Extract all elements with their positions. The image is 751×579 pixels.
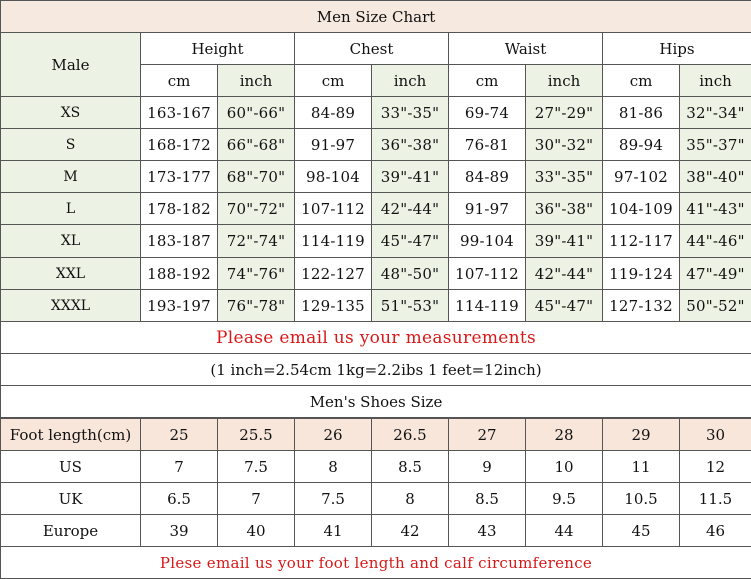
shoe-size-cell: 7 (218, 483, 295, 515)
inch-value-cell: 33"-35" (372, 97, 449, 129)
cm-value-cell: 69-74 (449, 97, 526, 129)
cm-value-cell: 91-97 (449, 193, 526, 225)
size-row (1, 258, 751, 290)
shoe-size-cell: 45 (603, 515, 680, 547)
foot-length-cell: 28 (526, 419, 603, 451)
cm-value-cell: 129-135 (295, 290, 372, 322)
inch-value-cell: 70"-72" (218, 193, 295, 225)
cm-value-cell: 89-94 (603, 129, 680, 161)
size-label: L (1, 193, 141, 225)
inch-value-cell: 74"-76" (218, 258, 295, 290)
cm-value-cell: 114-119 (295, 225, 372, 258)
hips-cm-subheader: cm (603, 65, 680, 97)
inch-value-cell: 47"-49" (680, 258, 751, 290)
cm-value-cell: 127-132 (603, 290, 680, 322)
cm-value-cell: 84-89 (449, 161, 526, 193)
shoe-size-cell: 8.5 (449, 483, 526, 515)
shoe-size-cell: 40 (218, 515, 295, 547)
inch-value-cell: 45"-47" (526, 290, 603, 322)
shoe-size-cell: 44 (526, 515, 603, 547)
inch-value-cell: 76"-78" (218, 290, 295, 322)
inch-value-cell: 38"-40" (680, 161, 751, 193)
shoe-size-cell: 8 (372, 483, 449, 515)
shoe-size-cell: 10 (526, 451, 603, 483)
inch-value-cell: 35"-37" (680, 129, 751, 161)
inch-value-cell: 33"-35" (526, 161, 603, 193)
male-corner-label: Male (1, 33, 141, 97)
size-label: XS (1, 97, 141, 129)
shoe-size-cell: 7 (141, 451, 218, 483)
foot-length-label: Foot length(cm) (1, 419, 141, 451)
foot-length-cell: 25.5 (218, 419, 295, 451)
size-chart-title: Men Size Chart (1, 1, 751, 33)
cm-value-cell: 99-104 (449, 225, 526, 258)
shoe-size-cell: 43 (449, 515, 526, 547)
shoe-system-label: US (1, 451, 141, 483)
size-label: XXL (1, 258, 141, 290)
waist-header: Waist (449, 33, 603, 65)
shoe-size-cell: 42 (372, 515, 449, 547)
inch-value-cell: 39"-41" (372, 161, 449, 193)
cm-value-cell: 97-102 (603, 161, 680, 193)
size-row (1, 97, 751, 129)
shoe-size-cell: 39 (141, 515, 218, 547)
shoe-size-cell: 46 (680, 515, 751, 547)
shoe-size-cell: 12 (680, 451, 751, 483)
shoe-size-cell: 11.5 (680, 483, 751, 515)
size-rows (1, 97, 751, 322)
inch-value-cell: 30"-32" (526, 129, 603, 161)
foot-length-cell: 26 (295, 419, 372, 451)
size-row (1, 225, 751, 258)
shoe-size-cell: 7.5 (295, 483, 372, 515)
inch-value-cell: 27"-29" (526, 97, 603, 129)
shoe-size-row (1, 451, 751, 483)
shoe-chart-title: Men's Shoes Size (1, 386, 751, 418)
cm-value-cell: 112-117 (603, 225, 680, 258)
cm-value-cell: 188-192 (141, 258, 218, 290)
cm-value-cell: 173-177 (141, 161, 218, 193)
chest-cm-subheader: cm (295, 65, 372, 97)
cm-value-cell: 76-81 (449, 129, 526, 161)
chest-header: Chest (295, 33, 449, 65)
inch-value-cell: 42"-44" (372, 193, 449, 225)
shoe-size-row (1, 483, 751, 515)
shoe-size-cell: 41 (295, 515, 372, 547)
size-label: M (1, 161, 141, 193)
inch-value-cell: 68"-70" (218, 161, 295, 193)
cm-value-cell: 168-172 (141, 129, 218, 161)
inch-value-cell: 66"-68" (218, 129, 295, 161)
size-row (1, 193, 751, 225)
shoe-size-cell: 8 (295, 451, 372, 483)
cm-value-cell: 81-86 (603, 97, 680, 129)
shoe-size-cell: 9 (449, 451, 526, 483)
cm-value-cell: 178-182 (141, 193, 218, 225)
inch-value-cell: 42"-44" (526, 258, 603, 290)
cm-value-cell: 163-167 (141, 97, 218, 129)
inch-value-cell: 51"-53" (372, 290, 449, 322)
shoe-size-cell: 9.5 (526, 483, 603, 515)
cm-value-cell: 119-124 (603, 258, 680, 290)
shoe-size-cell: 11 (603, 451, 680, 483)
hips-inch-subheader: inch (680, 65, 751, 97)
shoe-size-table (0, 418, 751, 579)
cm-value-cell: 107-112 (295, 193, 372, 225)
inch-value-cell: 50"-52" (680, 290, 751, 322)
size-label: XL (1, 225, 141, 258)
inch-value-cell: 72"-74" (218, 225, 295, 258)
cm-value-cell: 122-127 (295, 258, 372, 290)
inch-value-cell: 36"-38" (526, 193, 603, 225)
shoe-size-cell: 6.5 (141, 483, 218, 515)
inch-value-cell: 41"-43" (680, 193, 751, 225)
cm-value-cell: 98-104 (295, 161, 372, 193)
inch-value-cell: 39"-41" (526, 225, 603, 258)
foot-length-row (1, 419, 751, 451)
cm-value-cell: 193-197 (141, 290, 218, 322)
waist-inch-subheader: inch (526, 65, 603, 97)
shoe-system-label: Europe (1, 515, 141, 547)
shoe-size-cell: 7.5 (218, 451, 295, 483)
height-header: Height (141, 33, 295, 65)
foot-length-cell: 30 (680, 419, 751, 451)
cm-value-cell: 114-119 (449, 290, 526, 322)
hips-header: Hips (603, 33, 751, 65)
inch-value-cell: 36"-38" (372, 129, 449, 161)
shoe-rows (1, 419, 751, 547)
foot-length-cell: 29 (603, 419, 680, 451)
size-row (1, 161, 751, 193)
waist-cm-subheader: cm (449, 65, 526, 97)
size-row (1, 290, 751, 322)
cm-value-cell: 107-112 (449, 258, 526, 290)
inch-value-cell: 60"-66" (218, 97, 295, 129)
inch-value-cell: 45"-47" (372, 225, 449, 258)
conversion-note: (1 inch=2.54cm 1kg=2.2ibs 1 feet=12inch) (1, 354, 751, 386)
foot-length-email-notice: Plese email us your foot length and calf circumference (1, 547, 751, 579)
cm-value-cell: 84-89 (295, 97, 372, 129)
size-label: XXXL (1, 290, 141, 322)
foot-length-cell: 27 (449, 419, 526, 451)
foot-length-cell: 26.5 (372, 419, 449, 451)
inch-value-cell: 48"-50" (372, 258, 449, 290)
cm-value-cell: 104-109 (603, 193, 680, 225)
foot-length-cell: 25 (141, 419, 218, 451)
size-row (1, 129, 751, 161)
inch-value-cell: 32"-34" (680, 97, 751, 129)
shoe-size-cell: 8.5 (372, 451, 449, 483)
cm-value-cell: 183-187 (141, 225, 218, 258)
measurements-email-notice: Please email us your measurements (1, 322, 751, 354)
shoe-size-cell: 10.5 (603, 483, 680, 515)
height-cm-subheader: cm (141, 65, 218, 97)
cm-value-cell: 91-97 (295, 129, 372, 161)
inch-value-cell: 44"-46" (680, 225, 751, 258)
chest-inch-subheader: inch (372, 65, 449, 97)
shoe-size-row (1, 515, 751, 547)
shoe-system-label: UK (1, 483, 141, 515)
height-inch-subheader: inch (218, 65, 295, 97)
size-label: S (1, 129, 141, 161)
